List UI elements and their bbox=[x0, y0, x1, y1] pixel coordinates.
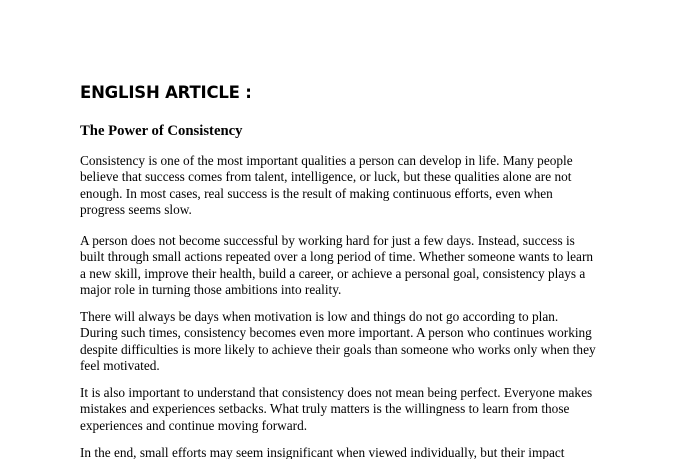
paragraph-line: major role in turning those ambitions into reality. bbox=[80, 282, 342, 298]
paragraph-line: enough. In most cases, real success is the result of making continuous efforts, even when bbox=[80, 185, 553, 201]
paragraph-1 bbox=[80, 153, 620, 219]
paragraph-line: experiences and continue moving forward. bbox=[80, 417, 308, 433]
paragraph-line: Consistency is one of the most important qualities a person can develop in life. Many people bbox=[80, 153, 573, 168]
paragraph-line: In the end, small efforts may seem insignificant when viewed individually, but their impact bbox=[80, 445, 565, 459]
paragraph-line: feel motivated. bbox=[80, 358, 160, 374]
paragraph-line: despite difficulties is more likely to achieve their goals than someone who works only when they bbox=[80, 341, 596, 357]
paragraph-4 bbox=[80, 385, 620, 434]
paragraph-2 bbox=[80, 233, 620, 299]
paragraph-5 bbox=[80, 445, 620, 459]
paragraph-line: mistakes and experiences setbacks. What truly matters is the willingness to learn from those bbox=[80, 401, 570, 417]
paragraph-line: A person does not become successful by working hard for just a few days. Instead, success is bbox=[80, 233, 575, 248]
paragraph-line: There will always be days when motivation is low and things do not go according to plan. bbox=[80, 309, 559, 324]
paragraph-line: believe that success comes from talent, intelligence, or luck, but these qualities alone are not bbox=[80, 169, 572, 185]
article-heading: ENGLISH ARTICLE : bbox=[80, 83, 252, 102]
paragraph-line: built through small actions repeated over a long period of time. Whether someone wants to learn bbox=[80, 249, 594, 265]
article-title: The Power of Consistency bbox=[80, 123, 243, 139]
paragraph-line: During such times, consistency becomes even more important. A person who continues working bbox=[80, 325, 592, 341]
paragraph-line: progress seems slow. bbox=[80, 202, 192, 218]
paragraph-line: a new skill, improve their health, build a career, or achieve a personal goal, consistency plays a bbox=[80, 265, 586, 281]
paragraph-3 bbox=[80, 309, 620, 375]
paragraph-line: It is also important to understand that consistency does not mean being perfect. Everyone makes bbox=[80, 385, 593, 400]
